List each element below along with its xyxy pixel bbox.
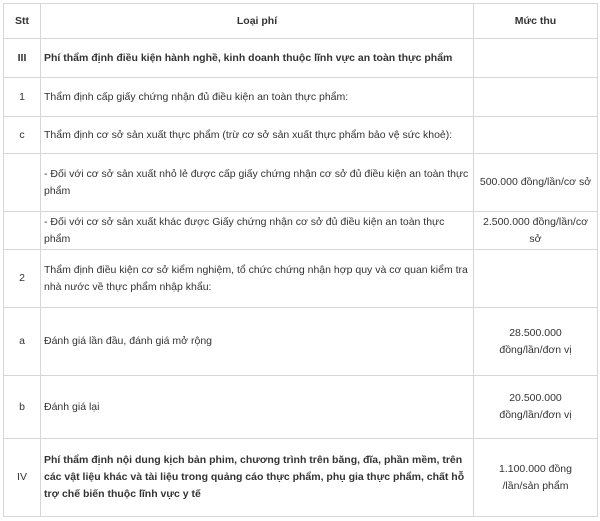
row-stt: b [4,376,41,439]
row-fee-type: Đánh giá lại [41,376,474,439]
fee-amount-value: 28.500.000 [509,326,562,339]
row-fee-amount [474,39,598,78]
row-stt [4,212,41,250]
row-fee-type: Thẩm định cấp giấy chứng nhận đủ điều kiện an toàn thực phẩm: [41,78,474,117]
row-fee-type: - Đối với cơ sở sản xuất khác được Giấy chứng nhận cơ sở đủ điều kiện an toàn thực phẩm [41,212,474,250]
table-row [4,308,598,376]
fee-amount-value: 1.100.000 đồng [499,462,572,475]
row-fee-amount [474,250,598,308]
row-fee-amount [474,212,598,250]
row-stt: 2 [4,250,41,308]
header-fee-type: Loại phí [41,4,474,39]
row-fee-type: Thẩm định cơ sở sản xuất thực phẩm (trừ cơ sở sản xuất thực phẩm bảo vệ sức khoẻ): [41,117,474,154]
table-row [4,154,598,212]
row-fee-type: - Đối với cơ sở sản xuất nhỏ lẻ được cấp giấy chứng nhận cơ sở đủ điều kiện an toàn thực phẩm [41,154,474,212]
table-row [4,376,598,439]
fee-amount-unit: đồng/lần/đơn vị [499,409,572,421]
row-stt: 1 [4,78,41,117]
table-header-row [4,4,598,39]
row-fee-type: Phí thẩm định điều kiện hành nghề, kinh doanh thuộc lĩnh vực an toàn thực phẩm [41,39,474,78]
row-fee-amount [474,439,598,517]
row-fee-type: Đánh giá lần đầu, đánh giá mở rộng [41,308,474,376]
row-fee-amount [474,117,598,154]
table-row [4,439,598,517]
fee-amount-text: 500.000 đồng/lần/cơ sở [479,176,592,188]
table-row [4,78,598,117]
row-stt: a [4,308,41,376]
fee-amount-unit: /lần/sản phẩm [502,479,569,492]
fee-amount-text: 2.500.000 đồng/lần/cơ sở [483,215,588,245]
fee-amount-value: 20.500.000 [509,392,562,404]
fee-table [3,3,598,517]
row-stt: IV [4,439,41,517]
row-fee-amount [474,78,598,117]
row-fee-amount [474,308,598,376]
header-stt: Stt [4,4,41,39]
fee-amount-unit: đồng/lần/đơn vị [499,343,572,356]
row-stt [4,154,41,212]
row-fee-type: Thẩm định điều kiện cơ sở kiểm nghiệm, tổ chức chứng nhận hợp quy và cơ quan kiểm tra nhà nước về thực phẩm nhập khẩu: [41,250,474,308]
table-row [4,39,598,78]
table-row [4,117,598,154]
table-row [4,212,598,250]
row-fee-amount [474,376,598,439]
row-fee-amount [474,154,598,212]
row-stt: III [4,39,41,78]
row-stt: c [4,117,41,154]
row-fee-type: Phí thẩm định nội dung kịch bản phim, chương trình trên băng, đĩa, phần mềm, trên các vật liệu khác và tài liệu trong quảng cáo thực phẩm, phụ gia thực phẩm, chất hỗ trợ chế biến thuộc lĩnh vực y tế [41,439,474,517]
header-fee-amount: Mức thu [474,4,598,39]
table-row [4,250,598,308]
